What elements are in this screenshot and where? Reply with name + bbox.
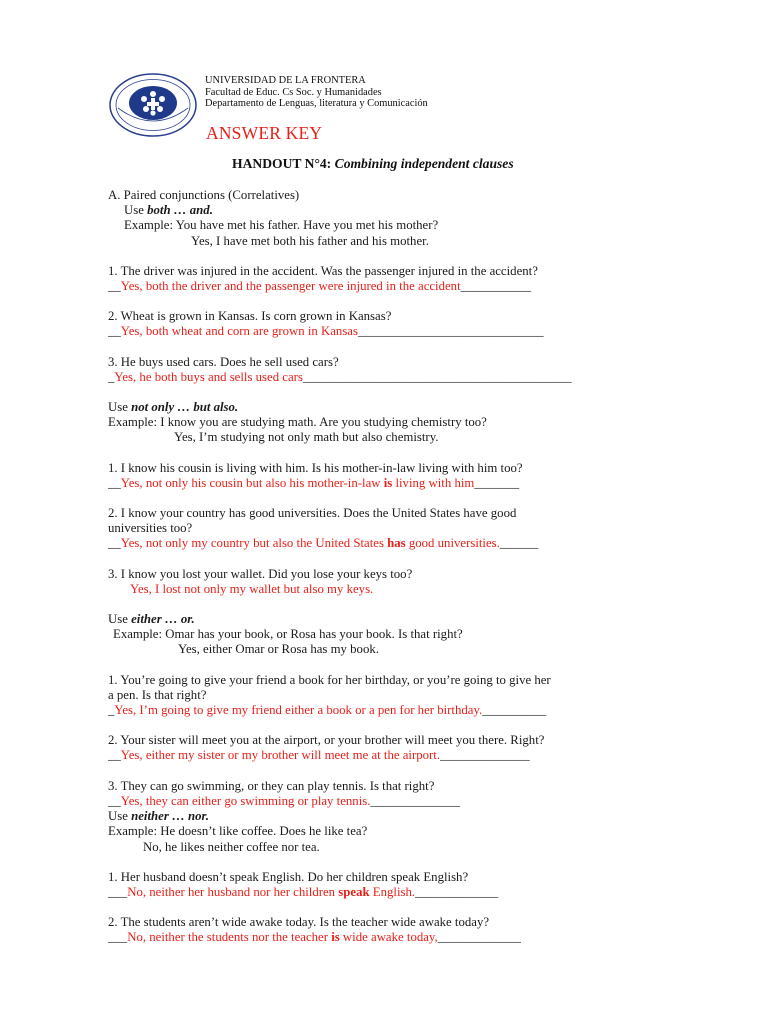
either-question-1b: a pen. Is that right? <box>108 687 207 702</box>
either-answer-2: __Yes, either my sister or my brother will meet me at the airport.______________ <box>108 748 530 763</box>
either-example-question: Example: Omar has your book, or Rosa has your book. Is that right? <box>113 627 463 642</box>
notonly-answer-2: __Yes, not only my country but also the United States has good universities.______ <box>108 536 539 551</box>
department-name: Departamento de Lenguas, literatura y Comunicación <box>205 98 428 110</box>
either-example-answer: Yes, either Omar or Rosa has my book. <box>178 642 379 657</box>
both-answer-2: __Yes, both wheat and corn are grown in Kansas_____________________________ <box>108 324 544 339</box>
university-name: UNIVERSIDAD DE LA FRONTERA <box>205 75 366 86</box>
neither-answer-2: ___No, neither the students nor the teacher is wide awake today,_____________ <box>108 930 521 945</box>
term-both-and: both … and. <box>147 203 213 218</box>
both-answer-3: _Yes, he both buys and sells used cars__________________________________________ <box>108 369 572 384</box>
handout-number: HANDOUT N°4: <box>232 156 332 171</box>
neither-example-question: Example: He doesn’t like coffee. Does he like tea? <box>108 824 368 839</box>
university-seal-logo <box>108 72 198 138</box>
neither-answer-1: ___No, neither her husband nor her children speak English._____________ <box>108 884 499 899</box>
use-either-line: Use either … or. <box>108 612 195 627</box>
use-notonly-line: Use not only … but also. <box>108 400 239 415</box>
handout-body <box>108 188 668 946</box>
term-notonly-butalso: not only … but also. <box>131 400 239 415</box>
either-question-2: 2. Your sister will meet you at the airport, or your brother will meet you there. Right? <box>108 733 545 748</box>
either-answer-1: _Yes, I’m going to give my friend either a book or a pen for her birthday.__________ <box>108 703 547 718</box>
either-question-3: 3. They can go swimming, or they can play tennis. Is that right? <box>108 778 435 793</box>
handout-title <box>232 156 514 172</box>
neither-question-2: 2. The students aren’t wide awake today. Is the teacher wide awake today? <box>108 915 490 930</box>
notonly-question-3: 3. I know you lost your wallet. Did you lose your keys too? <box>108 566 413 581</box>
either-question-1a: 1. You’re going to give your friend a book for her birthday, or you’re going to give her <box>108 672 551 687</box>
both-question-3: 3. He buys used cars. Does he sell used cars? <box>108 354 339 369</box>
both-question-2: 2. Wheat is grown in Kansas. Is corn grown in Kansas? <box>108 309 392 324</box>
notonly-example-question: Example: I know you are studying math. Are you studying chemistry too? <box>108 415 487 430</box>
notonly-question-2b: universities too? <box>108 521 193 536</box>
answer-key-title: ANSWER KEY <box>206 123 323 143</box>
both-answer-1: __Yes, both the driver and the passenger were injured in the accident___________ <box>108 279 532 294</box>
notonly-example-answer: Yes, I’m studying not only math but also chemistry. <box>174 430 439 445</box>
both-example-answer: Yes, I have met both his father and his mother. <box>191 233 429 248</box>
university-header <box>205 75 428 110</box>
neither-example-answer: No, he likes neither coffee nor tea. <box>143 839 320 854</box>
neither-question-1: 1. Her husband doesn’t speak English. Do her children speak English? <box>108 869 469 884</box>
term-neither-nor: neither … nor. <box>131 809 209 824</box>
handout-topic: Combining independent clauses <box>334 156 514 171</box>
notonly-question-2a: 2. I know your country has good universities. Does the United States have good <box>108 506 517 521</box>
either-answer-3: __Yes, they can either go swimming or play tennis.______________ <box>108 793 461 808</box>
notonly-answer-1: __Yes, not only his cousin but also his mother-in-law is living with him_______ <box>108 475 520 490</box>
both-question-1: 1. The driver was injured in the accident. Was the passenger injured in the accident? <box>108 263 538 278</box>
term-either-or: either … or. <box>131 612 195 627</box>
notonly-question-1: 1. I know his cousin is living with him. Is his mother-in-law living with him too? <box>108 460 523 475</box>
both-example-question: Example: You have met his father. Have you met his mother? <box>124 218 439 233</box>
notonly-answer-3: Yes, I lost not only my wallet but also my keys. <box>130 581 374 596</box>
use-both-line: Use both … and. <box>124 203 213 218</box>
faculty-name: Facultad de Educ. Cs Soc. y Humanidades <box>205 86 382 98</box>
section-a-title: A. Paired conjunctions (Correlatives) <box>108 188 300 202</box>
use-neither-line: Use neither … nor. <box>108 809 209 824</box>
